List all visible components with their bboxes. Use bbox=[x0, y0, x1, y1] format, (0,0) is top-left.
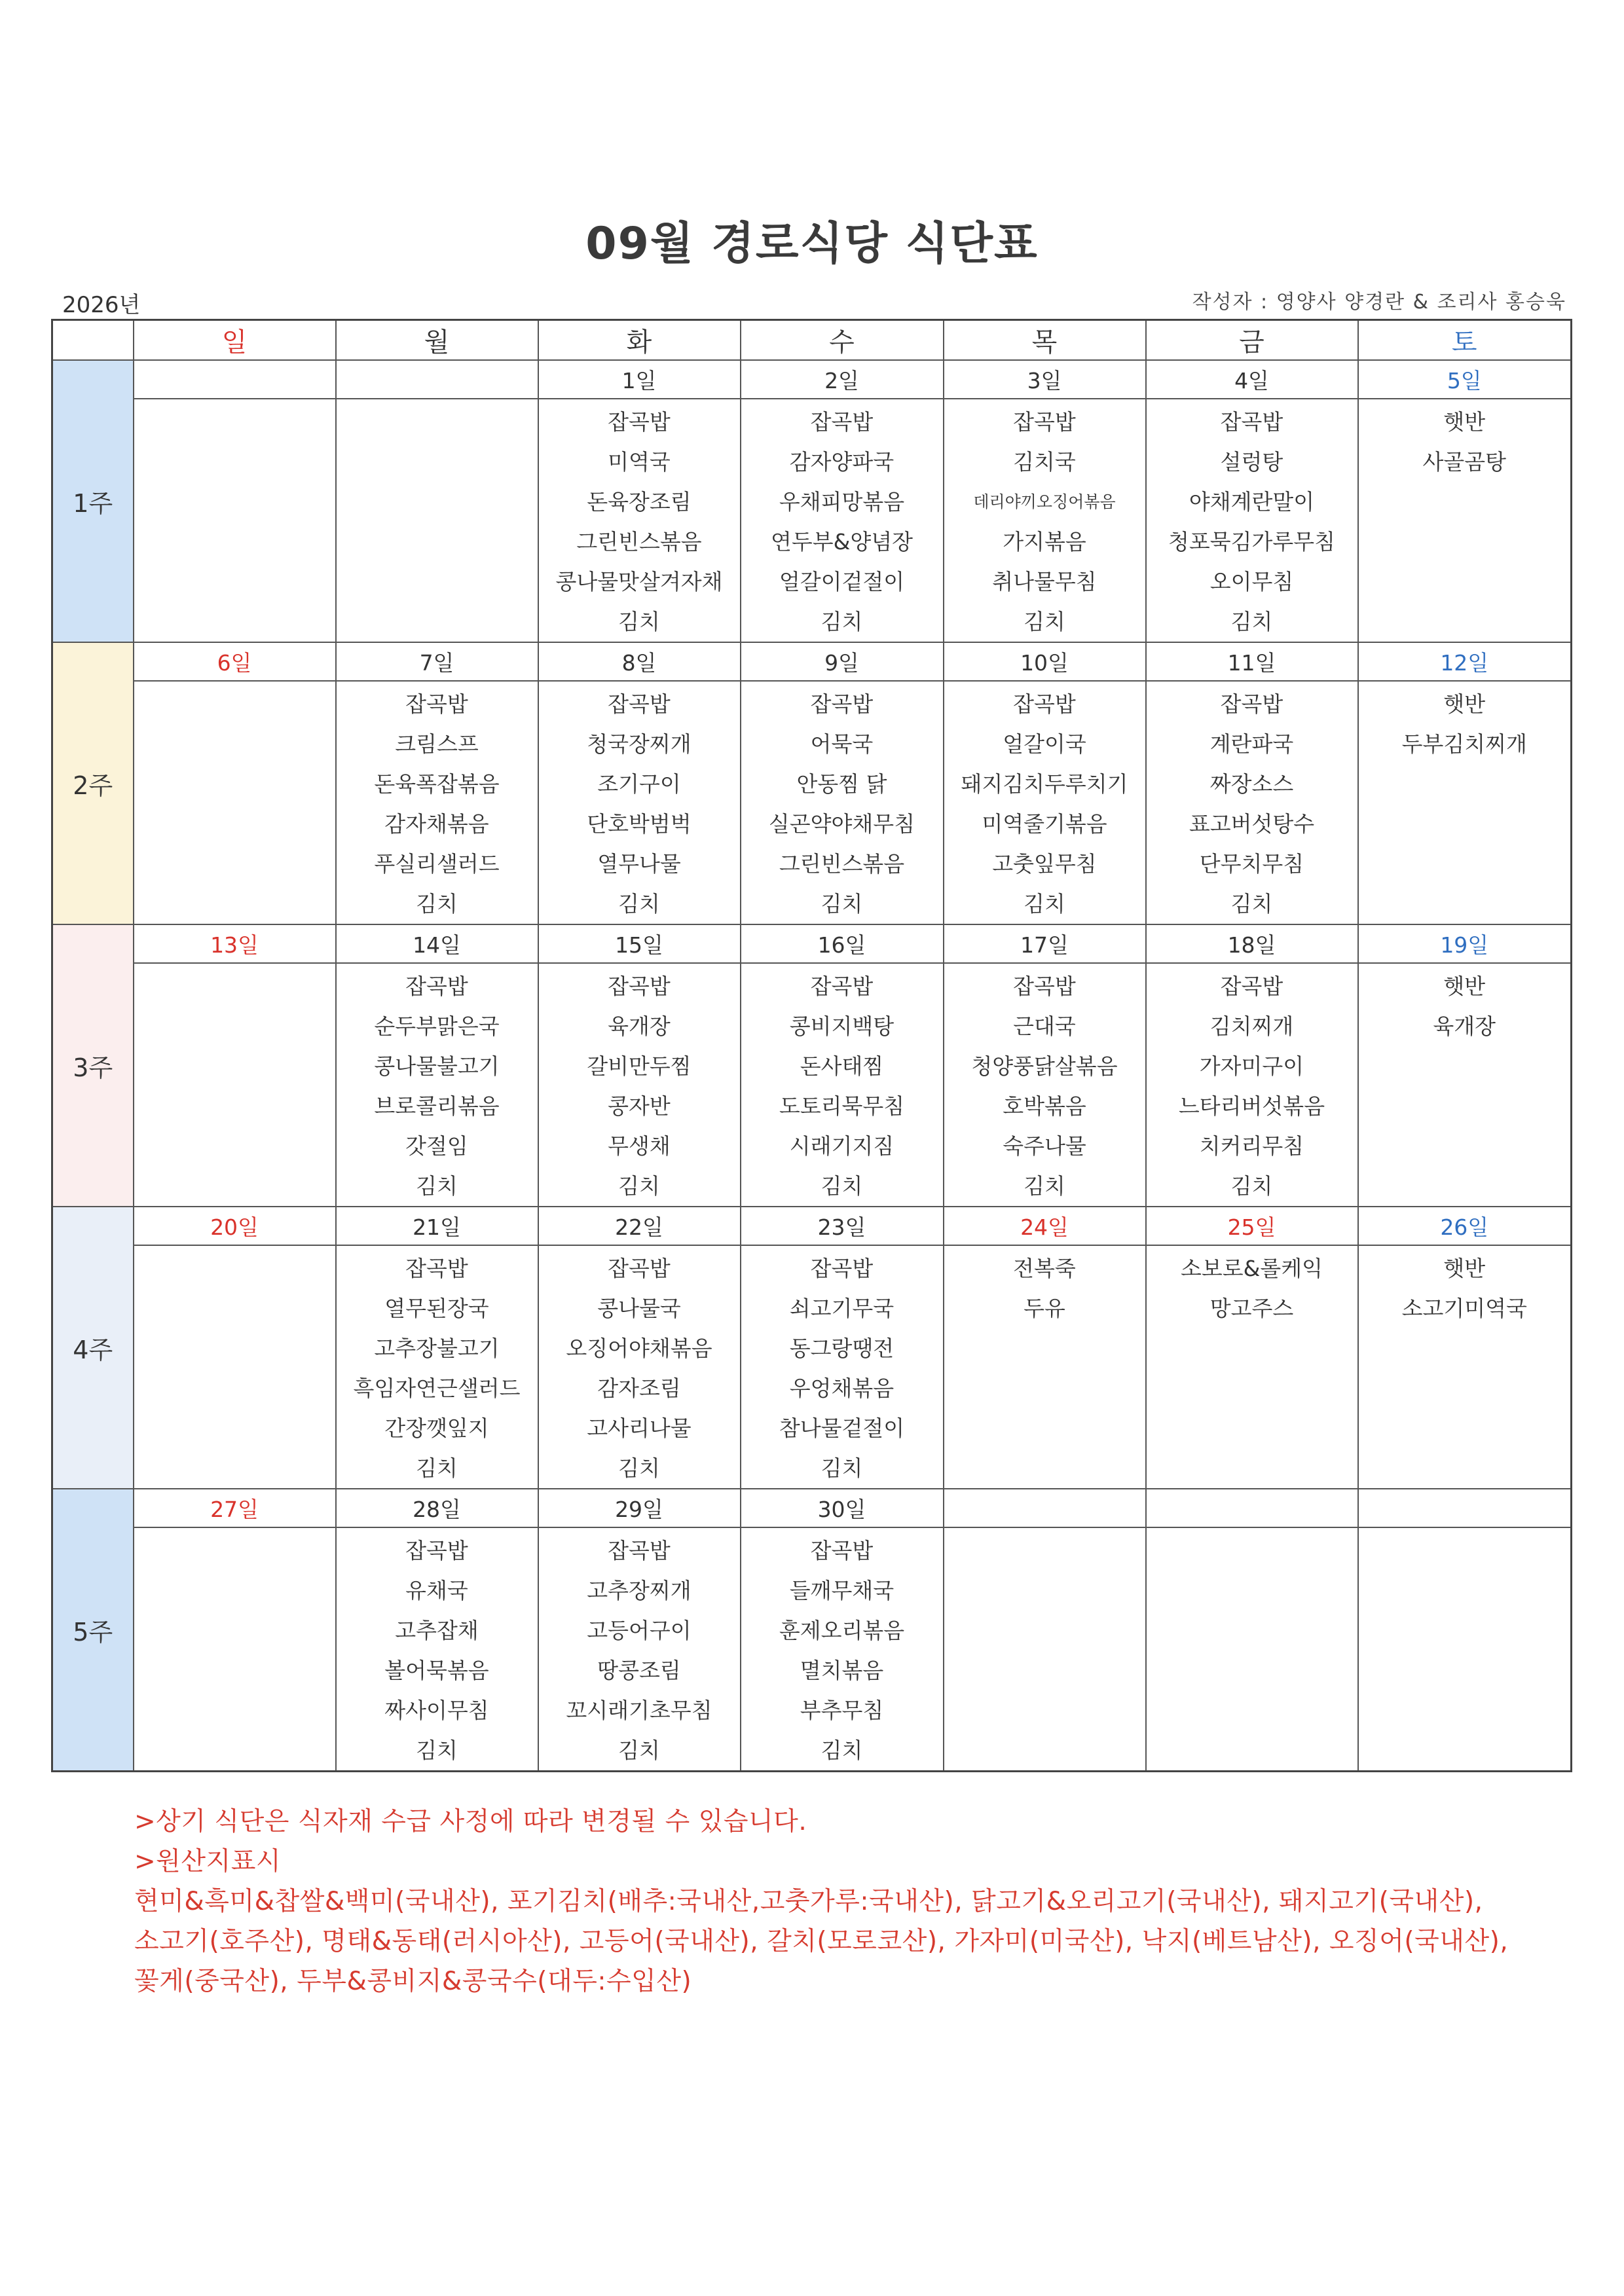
menu-item: 두부김치찌개 bbox=[1401, 731, 1527, 757]
date-row bbox=[52, 642, 1572, 681]
menu-item: 무생채 bbox=[608, 1133, 671, 1159]
menu-list bbox=[944, 964, 1145, 1206]
date-cell-sat: 26일 bbox=[1358, 1207, 1572, 1245]
menu-item: 브로콜리볶음 bbox=[374, 1093, 500, 1119]
menu-item: 미역줄기볶음 bbox=[982, 811, 1107, 837]
menu-list bbox=[337, 1528, 538, 1770]
menu-item: 잡곡밥 bbox=[405, 691, 468, 717]
menu-cell-sun bbox=[134, 681, 336, 924]
menu-item: 훈제오리볶음 bbox=[779, 1618, 905, 1643]
menu-item: 잡곡밥 bbox=[608, 409, 671, 435]
date-cell-tue: 1일 bbox=[538, 360, 741, 399]
menu-item: 햇반 bbox=[1443, 691, 1486, 717]
menu-item: 사골곰탕 bbox=[1422, 449, 1506, 475]
menu-list bbox=[134, 1246, 335, 1248]
menu-item: 순두부맑은국 bbox=[374, 1013, 500, 1039]
menu-item: 콩나물불고기 bbox=[374, 1053, 500, 1079]
menu-item: 고추잡채 bbox=[395, 1618, 479, 1643]
menu-cell-thu bbox=[944, 399, 1146, 642]
menu-cell-sat bbox=[1358, 1527, 1572, 1772]
menu-item: 쇠고기무국 bbox=[789, 1296, 895, 1321]
date-cell-fri bbox=[1146, 1489, 1358, 1527]
weekday-header-fri: 금 bbox=[1146, 320, 1358, 361]
menu-item: 고등어구이 bbox=[587, 1618, 692, 1643]
date-row bbox=[52, 924, 1572, 963]
menu-cell-wed bbox=[741, 1527, 944, 1772]
menu-item: 잡곡밥 bbox=[608, 1256, 671, 1281]
date-cell-wed: 16일 bbox=[741, 924, 944, 963]
menu-cell-sun bbox=[134, 1245, 336, 1489]
menu-item: 잡곡밥 bbox=[1013, 974, 1076, 999]
menu-list bbox=[539, 1528, 740, 1770]
menu-item: 청국장찌개 bbox=[587, 731, 692, 757]
date-cell-thu bbox=[944, 1489, 1146, 1527]
menu-list bbox=[741, 1246, 943, 1488]
menu-item: 김치 bbox=[618, 609, 660, 634]
menu-item: 갈비만두찜 bbox=[587, 1053, 692, 1079]
menu-item: 잡곡밥 bbox=[608, 691, 671, 717]
menu-item: 햇반 bbox=[1443, 409, 1486, 435]
menu-list bbox=[134, 682, 335, 684]
week-label: 3주 bbox=[52, 924, 134, 1207]
date-cell-mon: 7일 bbox=[336, 642, 538, 681]
menu-item: 유채국 bbox=[405, 1578, 468, 1603]
menu-cell-thu bbox=[944, 1527, 1146, 1772]
date-cell-tue: 15일 bbox=[538, 924, 741, 963]
menu-item: 잡곡밥 bbox=[810, 974, 874, 999]
menu-item: 김치국 bbox=[1013, 449, 1076, 475]
menu-cell-wed bbox=[741, 963, 944, 1207]
menu-item: 호박볶음 bbox=[1003, 1093, 1086, 1119]
menu-cell-sun bbox=[134, 1527, 336, 1772]
menu-item: 김치 bbox=[618, 891, 660, 917]
menu-list bbox=[1359, 399, 1571, 482]
menu-item: 잡곡밥 bbox=[810, 1256, 874, 1281]
menu-item: 잡곡밥 bbox=[405, 1538, 468, 1563]
menu-list bbox=[741, 1528, 943, 1770]
date-cell-mon: 14일 bbox=[336, 924, 538, 963]
menu-item: 계란파국 bbox=[1209, 731, 1294, 757]
menu-item: 설렁탕 bbox=[1220, 449, 1283, 475]
menu-item: 김치 bbox=[618, 1455, 660, 1481]
menu-row bbox=[52, 1245, 1572, 1489]
menu-item: 땅콩조림 bbox=[597, 1658, 681, 1683]
menu-list bbox=[741, 682, 943, 924]
menu-item: 잡곡밥 bbox=[810, 691, 874, 717]
menu-item: 얼갈이국 bbox=[1003, 731, 1086, 757]
menu-item: 짜장소스 bbox=[1209, 771, 1294, 797]
menu-item: 청포묵김가루무침 bbox=[1168, 529, 1336, 555]
menu-item: 동그랑땡전 bbox=[789, 1336, 895, 1361]
note-line: 현미&흑미&찹쌀&백미(국내산), 포기김치(배추:국내산,고춧가루:국내산), 닭고기&오리고기(국내산), 돼지고기(국내산), bbox=[134, 1887, 1483, 1916]
weekday-header-sun: 일 bbox=[134, 320, 336, 361]
menu-item: 콩나물맛살겨자채 bbox=[555, 569, 723, 594]
menu-list bbox=[944, 399, 1145, 642]
menu-item: 우엉채볶음 bbox=[789, 1376, 895, 1401]
menu-cell-tue bbox=[538, 399, 741, 642]
menu-item: 고추장불고기 bbox=[374, 1336, 500, 1361]
menu-item: 미역국 bbox=[608, 449, 671, 475]
menu-list bbox=[1147, 682, 1357, 924]
menu-item: 데리야끼오징어볶음 bbox=[973, 492, 1116, 511]
date-cell-sun: 13일 bbox=[134, 924, 336, 963]
menu-item: 들깨무채국 bbox=[789, 1578, 895, 1603]
menu-item: 얼갈이겉절이 bbox=[779, 569, 905, 594]
menu-item: 김치 bbox=[618, 1738, 660, 1763]
menu-list bbox=[741, 964, 943, 1206]
date-row bbox=[52, 360, 1572, 399]
menu-list bbox=[337, 682, 538, 924]
menu-item: 시래기지짐 bbox=[789, 1133, 895, 1159]
menu-list bbox=[741, 399, 943, 642]
menu-item: 김치 bbox=[416, 1738, 458, 1763]
menu-item: 김치 bbox=[618, 1173, 660, 1199]
weekday-header-thu: 목 bbox=[944, 320, 1146, 361]
menu-item: 돈사태찜 bbox=[800, 1053, 884, 1079]
date-cell-sat: 19일 bbox=[1358, 924, 1572, 963]
menu-cell-tue bbox=[538, 1527, 741, 1772]
menu-list bbox=[337, 1246, 538, 1488]
week-label: 4주 bbox=[52, 1207, 134, 1489]
menu-item: 참나물겉절이 bbox=[779, 1415, 905, 1441]
menu-item: 육개장 bbox=[608, 1013, 671, 1039]
menu-table bbox=[51, 319, 1572, 1772]
menu-item: 김치 bbox=[416, 891, 458, 917]
menu-item: 돈육폭잡볶음 bbox=[374, 771, 500, 797]
menu-list bbox=[539, 399, 740, 642]
menu-item: 전복죽 bbox=[1013, 1256, 1076, 1281]
menu-item: 푸실리샐러드 bbox=[374, 851, 500, 877]
date-cell-sun: 6일 bbox=[134, 642, 336, 681]
menu-item: 콩비지백탕 bbox=[789, 1013, 895, 1039]
date-cell-mon: 28일 bbox=[336, 1489, 538, 1527]
menu-item: 그린빈스볶음 bbox=[779, 851, 905, 877]
note-line: 소고기(호주산), 명태&동태(러시아산), 고등어(국내산), 갈치(모로코산), 가자미(미국산), 낙지(베트남산), 오징어(국내산), bbox=[134, 1927, 1509, 1956]
menu-list bbox=[134, 964, 335, 966]
menu-item: 돈육장조림 bbox=[587, 489, 692, 515]
menu-item: 조기구이 bbox=[597, 771, 681, 797]
menu-cell-fri bbox=[1146, 399, 1358, 642]
menu-item: 우채피망볶음 bbox=[779, 489, 905, 515]
menu-cell-mon bbox=[336, 963, 538, 1207]
menu-cell-mon bbox=[336, 399, 538, 642]
menu-cell-tue bbox=[538, 1245, 741, 1489]
menu-cell-wed bbox=[741, 1245, 944, 1489]
week-label: 1주 bbox=[52, 360, 134, 642]
menu-item: 김치 bbox=[416, 1455, 458, 1481]
date-cell-tue: 29일 bbox=[538, 1489, 741, 1527]
menu-row bbox=[52, 399, 1572, 642]
menu-item: 실곤약야채무침 bbox=[768, 811, 915, 837]
menu-list bbox=[337, 964, 538, 1206]
menu-item: 감자조림 bbox=[597, 1376, 681, 1401]
menu-cell-sun bbox=[134, 399, 336, 642]
menu-item: 콩자반 bbox=[608, 1093, 671, 1119]
menu-cell-sat bbox=[1358, 681, 1572, 924]
menu-item: 취나물무침 bbox=[992, 569, 1097, 594]
menu-item: 돼지김치두루치기 bbox=[961, 771, 1128, 797]
date-cell-wed: 2일 bbox=[741, 360, 944, 399]
menu-item: 오징어야채볶음 bbox=[566, 1336, 712, 1361]
page-title: 09월 경로식당 식단표 bbox=[585, 218, 1039, 270]
menu-item: 잡곡밥 bbox=[1220, 409, 1283, 435]
weekday-header-wed: 수 bbox=[741, 320, 944, 361]
menu-item: 짜사이무침 bbox=[384, 1698, 489, 1723]
menu-item: 열무나물 bbox=[597, 851, 681, 877]
menu-item: 멸치볶음 bbox=[800, 1658, 884, 1683]
menu-item: 흑임자연근샐러드 bbox=[353, 1376, 521, 1401]
menu-list bbox=[539, 1246, 740, 1488]
menu-list bbox=[1147, 1246, 1357, 1328]
menu-cell-sat bbox=[1358, 963, 1572, 1207]
menu-item: 잡곡밥 bbox=[1220, 974, 1283, 999]
menu-cell-mon bbox=[336, 681, 538, 924]
menu-item: 근대국 bbox=[1013, 1013, 1076, 1039]
menu-item: 안동찜 닭 bbox=[796, 771, 887, 797]
date-cell-thu: 3일 bbox=[944, 360, 1146, 399]
date-cell-tue: 8일 bbox=[538, 642, 741, 681]
menu-item: 감자채볶음 bbox=[384, 811, 489, 837]
menu-list bbox=[1359, 682, 1571, 764]
menu-item: 청양풍닭살볶음 bbox=[971, 1053, 1118, 1079]
menu-item: 연두부&양념장 bbox=[770, 529, 913, 555]
menu-item: 크림스프 bbox=[395, 731, 479, 757]
week-label: 5주 bbox=[52, 1489, 134, 1772]
menu-item: 도토리묵무침 bbox=[779, 1093, 905, 1119]
menu-item: 햇반 bbox=[1443, 1256, 1486, 1281]
menu-cell-thu bbox=[944, 681, 1146, 924]
date-cell-thu: 17일 bbox=[944, 924, 1146, 963]
date-cell-thu: 24일 bbox=[944, 1207, 1146, 1245]
menu-item: 김치 bbox=[1024, 1173, 1065, 1199]
menu-row bbox=[52, 681, 1572, 924]
menu-list bbox=[1359, 1246, 1571, 1328]
date-cell-wed: 30일 bbox=[741, 1489, 944, 1527]
menu-item: 잡곡밥 bbox=[608, 1538, 671, 1563]
author-label: 작성자 : 영양사 양경란 & 조리사 홍승욱 bbox=[1192, 291, 1566, 314]
menu-cell-fri bbox=[1146, 681, 1358, 924]
menu-item: 김치 bbox=[416, 1173, 458, 1199]
menu-item: 가자미구이 bbox=[1199, 1053, 1304, 1079]
date-cell-tue: 22일 bbox=[538, 1207, 741, 1245]
date-cell-sat: 12일 bbox=[1358, 642, 1572, 681]
menu-cell-fri bbox=[1146, 1527, 1358, 1772]
menu-cell-wed bbox=[741, 681, 944, 924]
menu-cell-mon bbox=[336, 1527, 538, 1772]
menu-cell-tue bbox=[538, 963, 741, 1207]
menu-list bbox=[944, 1528, 1145, 1531]
menu-item: 꼬시래기초무침 bbox=[566, 1698, 712, 1723]
menu-item: 김치찌개 bbox=[1209, 1013, 1294, 1039]
menu-item: 잡곡밥 bbox=[810, 1538, 874, 1563]
date-cell-sun: 20일 bbox=[134, 1207, 336, 1245]
menu-list bbox=[1147, 399, 1357, 642]
menu-cell-sun bbox=[134, 963, 336, 1207]
menu-item: 콩나물국 bbox=[597, 1296, 681, 1321]
date-row bbox=[52, 1489, 1572, 1527]
menu-cell-fri bbox=[1146, 1245, 1358, 1489]
date-cell-sun bbox=[134, 360, 336, 399]
menu-item: 잡곡밥 bbox=[810, 409, 874, 435]
date-cell-mon bbox=[336, 360, 538, 399]
menu-list bbox=[539, 682, 740, 924]
menu-item: 오이무침 bbox=[1209, 569, 1294, 594]
menu-list bbox=[1359, 1528, 1571, 1531]
date-cell-wed: 9일 bbox=[741, 642, 944, 681]
menu-item: 잡곡밥 bbox=[1013, 691, 1076, 717]
menu-item: 잡곡밥 bbox=[405, 1256, 468, 1281]
menu-item: 김치 bbox=[821, 1455, 863, 1481]
date-cell-wed: 23일 bbox=[741, 1207, 944, 1245]
menu-item: 고사리나물 bbox=[587, 1415, 692, 1441]
menu-item: 고춧잎무침 bbox=[992, 851, 1097, 877]
weekday-header-mon: 월 bbox=[336, 320, 538, 361]
menu-item: 망고주스 bbox=[1209, 1296, 1294, 1321]
menu-list bbox=[134, 1528, 335, 1531]
date-cell-sun: 27일 bbox=[134, 1489, 336, 1527]
year-label: 2026년 bbox=[62, 292, 141, 318]
menu-item: 잡곡밥 bbox=[405, 974, 468, 999]
date-cell-fri: 18일 bbox=[1146, 924, 1358, 963]
menu-item: 소고기미역국 bbox=[1401, 1296, 1527, 1321]
menu-list bbox=[1147, 964, 1357, 1206]
menu-item: 단무치무침 bbox=[1199, 851, 1304, 877]
menu-cell-wed bbox=[741, 399, 944, 642]
menu-item: 감자양파국 bbox=[789, 449, 895, 475]
weekday-header-tue: 화 bbox=[538, 320, 741, 361]
menu-item: 두유 bbox=[1024, 1296, 1065, 1321]
menu-item: 김치 bbox=[821, 891, 863, 917]
menu-item: 야채계란말이 bbox=[1189, 489, 1315, 515]
weekday-header-row bbox=[52, 320, 1572, 361]
menu-item: 가지볶음 bbox=[1003, 529, 1086, 555]
menu-item: 김치 bbox=[1230, 891, 1273, 917]
menu-row bbox=[52, 963, 1572, 1207]
menu-item: 느타리버섯볶음 bbox=[1178, 1093, 1325, 1119]
menu-item: 김치 bbox=[821, 1738, 863, 1763]
menu-cell-sat bbox=[1358, 1245, 1572, 1489]
date-cell-fri: 25일 bbox=[1146, 1207, 1358, 1245]
menu-item: 갓절임 bbox=[405, 1133, 468, 1159]
menu-list bbox=[134, 399, 335, 402]
date-cell-sat: 5일 bbox=[1358, 360, 1572, 399]
menu-cell-fri bbox=[1146, 963, 1358, 1207]
menu-item: 부추무침 bbox=[800, 1698, 884, 1723]
menu-list bbox=[539, 964, 740, 1206]
menu-item: 치커리무침 bbox=[1199, 1133, 1304, 1159]
menu-item: 소보로&롤케익 bbox=[1180, 1256, 1323, 1281]
menu-item: 볼어묵볶음 bbox=[384, 1658, 489, 1683]
menu-list bbox=[944, 682, 1145, 924]
menu-item: 고추장찌개 bbox=[587, 1578, 692, 1603]
note-line: 꽃게(중국산), 두부&콩비지&콩국수(대두:수입산) bbox=[134, 1967, 692, 1996]
menu-list bbox=[944, 1246, 1145, 1328]
week-label: 2주 bbox=[52, 642, 134, 924]
notes bbox=[134, 1802, 1508, 2001]
menu-list bbox=[337, 399, 538, 402]
menu-cell-tue bbox=[538, 681, 741, 924]
menu-item: 김치 bbox=[821, 1173, 863, 1199]
menu-item: 간장깻잎지 bbox=[384, 1415, 489, 1441]
menu-cell-thu bbox=[944, 963, 1146, 1207]
menu-cell-thu bbox=[944, 1245, 1146, 1489]
date-cell-fri: 4일 bbox=[1146, 360, 1358, 399]
menu-item: 단호박범벅 bbox=[587, 811, 692, 837]
menu-cell-sat bbox=[1358, 399, 1572, 642]
note-line: >상기 식단은 식자재 수급 사정에 따라 변경될 수 있습니다. bbox=[134, 1807, 807, 1836]
date-row bbox=[52, 1207, 1572, 1245]
menu-item: 숙주나물 bbox=[1003, 1133, 1086, 1159]
weekday-header-sat: 토 bbox=[1358, 320, 1572, 361]
note-line: >원산지표시 bbox=[134, 1847, 282, 1876]
menu-item: 어묵국 bbox=[810, 731, 874, 757]
menu-item: 잡곡밥 bbox=[1013, 409, 1076, 435]
menu-item: 김치 bbox=[1230, 1173, 1273, 1199]
menu-list bbox=[1147, 1528, 1357, 1531]
menu-item: 김치 bbox=[821, 609, 863, 634]
menu-item: 표고버섯탕수 bbox=[1189, 811, 1315, 837]
menu-item: 햇반 bbox=[1443, 974, 1486, 999]
menu-item: 잡곡밥 bbox=[1220, 691, 1283, 717]
menu-item: 김치 bbox=[1024, 891, 1065, 917]
menu-item: 그린빈스볶음 bbox=[576, 529, 702, 555]
menu-item: 김치 bbox=[1230, 609, 1273, 634]
menu-item: 열무된장국 bbox=[384, 1296, 489, 1321]
menu-item: 육개장 bbox=[1433, 1013, 1496, 1039]
date-cell-thu: 10일 bbox=[944, 642, 1146, 681]
menu-list bbox=[1359, 964, 1571, 1046]
menu-cell-mon bbox=[336, 1245, 538, 1489]
date-cell-mon: 21일 bbox=[336, 1207, 538, 1245]
date-cell-sat bbox=[1358, 1489, 1572, 1527]
date-cell-fri: 11일 bbox=[1146, 642, 1358, 681]
menu-row bbox=[52, 1527, 1572, 1772]
corner-cell bbox=[52, 320, 134, 361]
menu-item: 김치 bbox=[1024, 609, 1065, 634]
menu-item: 잡곡밥 bbox=[608, 974, 671, 999]
